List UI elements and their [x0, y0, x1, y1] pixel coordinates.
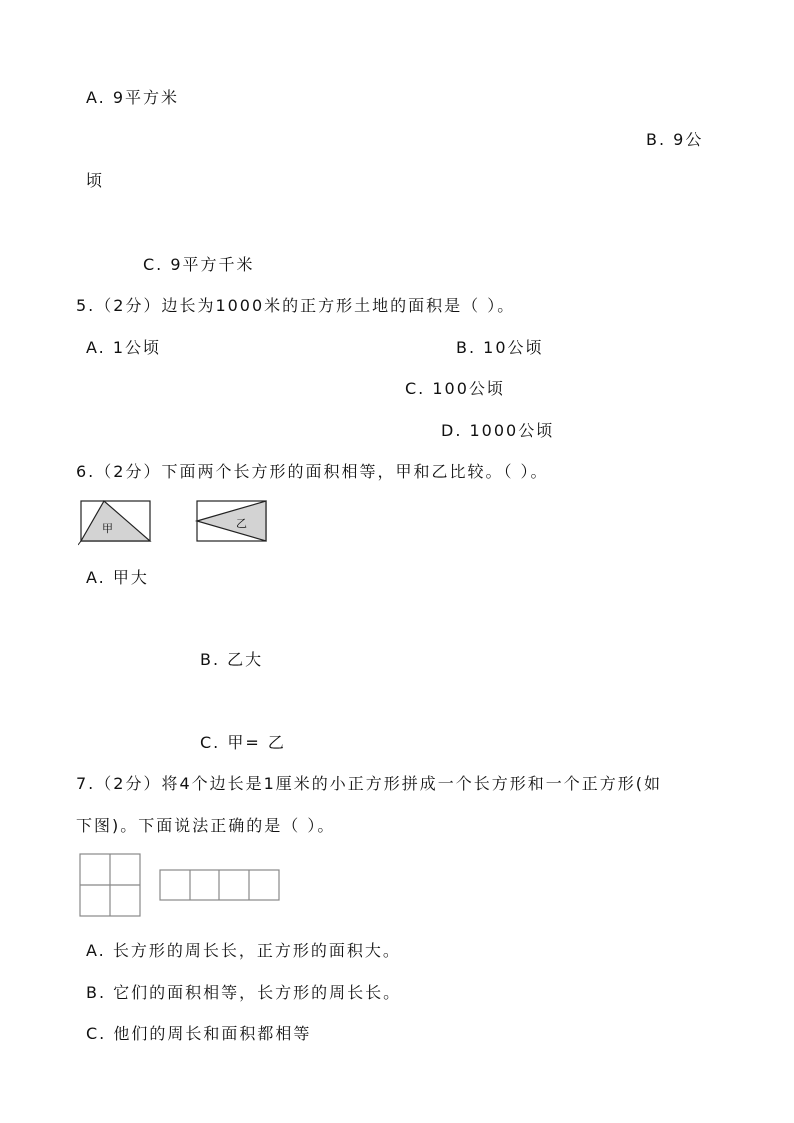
q6-option-a[interactable]: A. 甲大: [86, 568, 149, 587]
q5-option-c[interactable]: C. 100公顷: [405, 379, 505, 398]
q5-stem: 5.（2分）边长为1000米的正方形土地的面积是（ ）。: [76, 296, 516, 315]
q4-option-b[interactable]: B. 9公: [646, 130, 704, 149]
q6-rectangle-yi-figure: [194, 498, 270, 546]
q7-option-a[interactable]: A. 长方形的周长长，正方形的面积大。: [86, 941, 401, 960]
q6-option-c[interactable]: C. 甲= 乙: [200, 733, 286, 752]
q5-option-b[interactable]: B. 10公顷: [456, 338, 544, 357]
q6-stem: 6.（2分）下面两个长方形的面积相等，甲和乙比较。（ ）。: [76, 462, 549, 481]
q4-option-a[interactable]: A. 9平方米: [86, 88, 180, 107]
q4-option-c[interactable]: C. 9平方千米: [143, 255, 255, 274]
q4-option-b-wrap: 顷: [86, 171, 105, 190]
q6-option-b[interactable]: B. 乙大: [200, 650, 264, 669]
q5-option-a[interactable]: A. 1公顷: [86, 338, 162, 357]
q5-option-d[interactable]: D. 1000公顷: [441, 421, 555, 440]
q7-option-c[interactable]: C. 他们的周长和面积都相等: [86, 1024, 312, 1043]
q7-stem-line1: 7.（2分）将4个边长是1厘米的小正方形拼成一个长方形和一个正方形(如: [76, 774, 663, 793]
q6-label-yi: 乙: [236, 517, 247, 530]
q7-option-b[interactable]: B. 它们的面积相等，长方形的周长长。: [86, 983, 402, 1002]
q6-label-jia: 甲: [102, 522, 113, 535]
q6-rectangle-jia-figure: [78, 498, 154, 546]
q7-rectangle-figure: [158, 868, 282, 904]
q7-stem-line2: 下图)。下面说法正确的是（ ）。: [76, 816, 336, 835]
q7-square-figure: [78, 852, 144, 920]
